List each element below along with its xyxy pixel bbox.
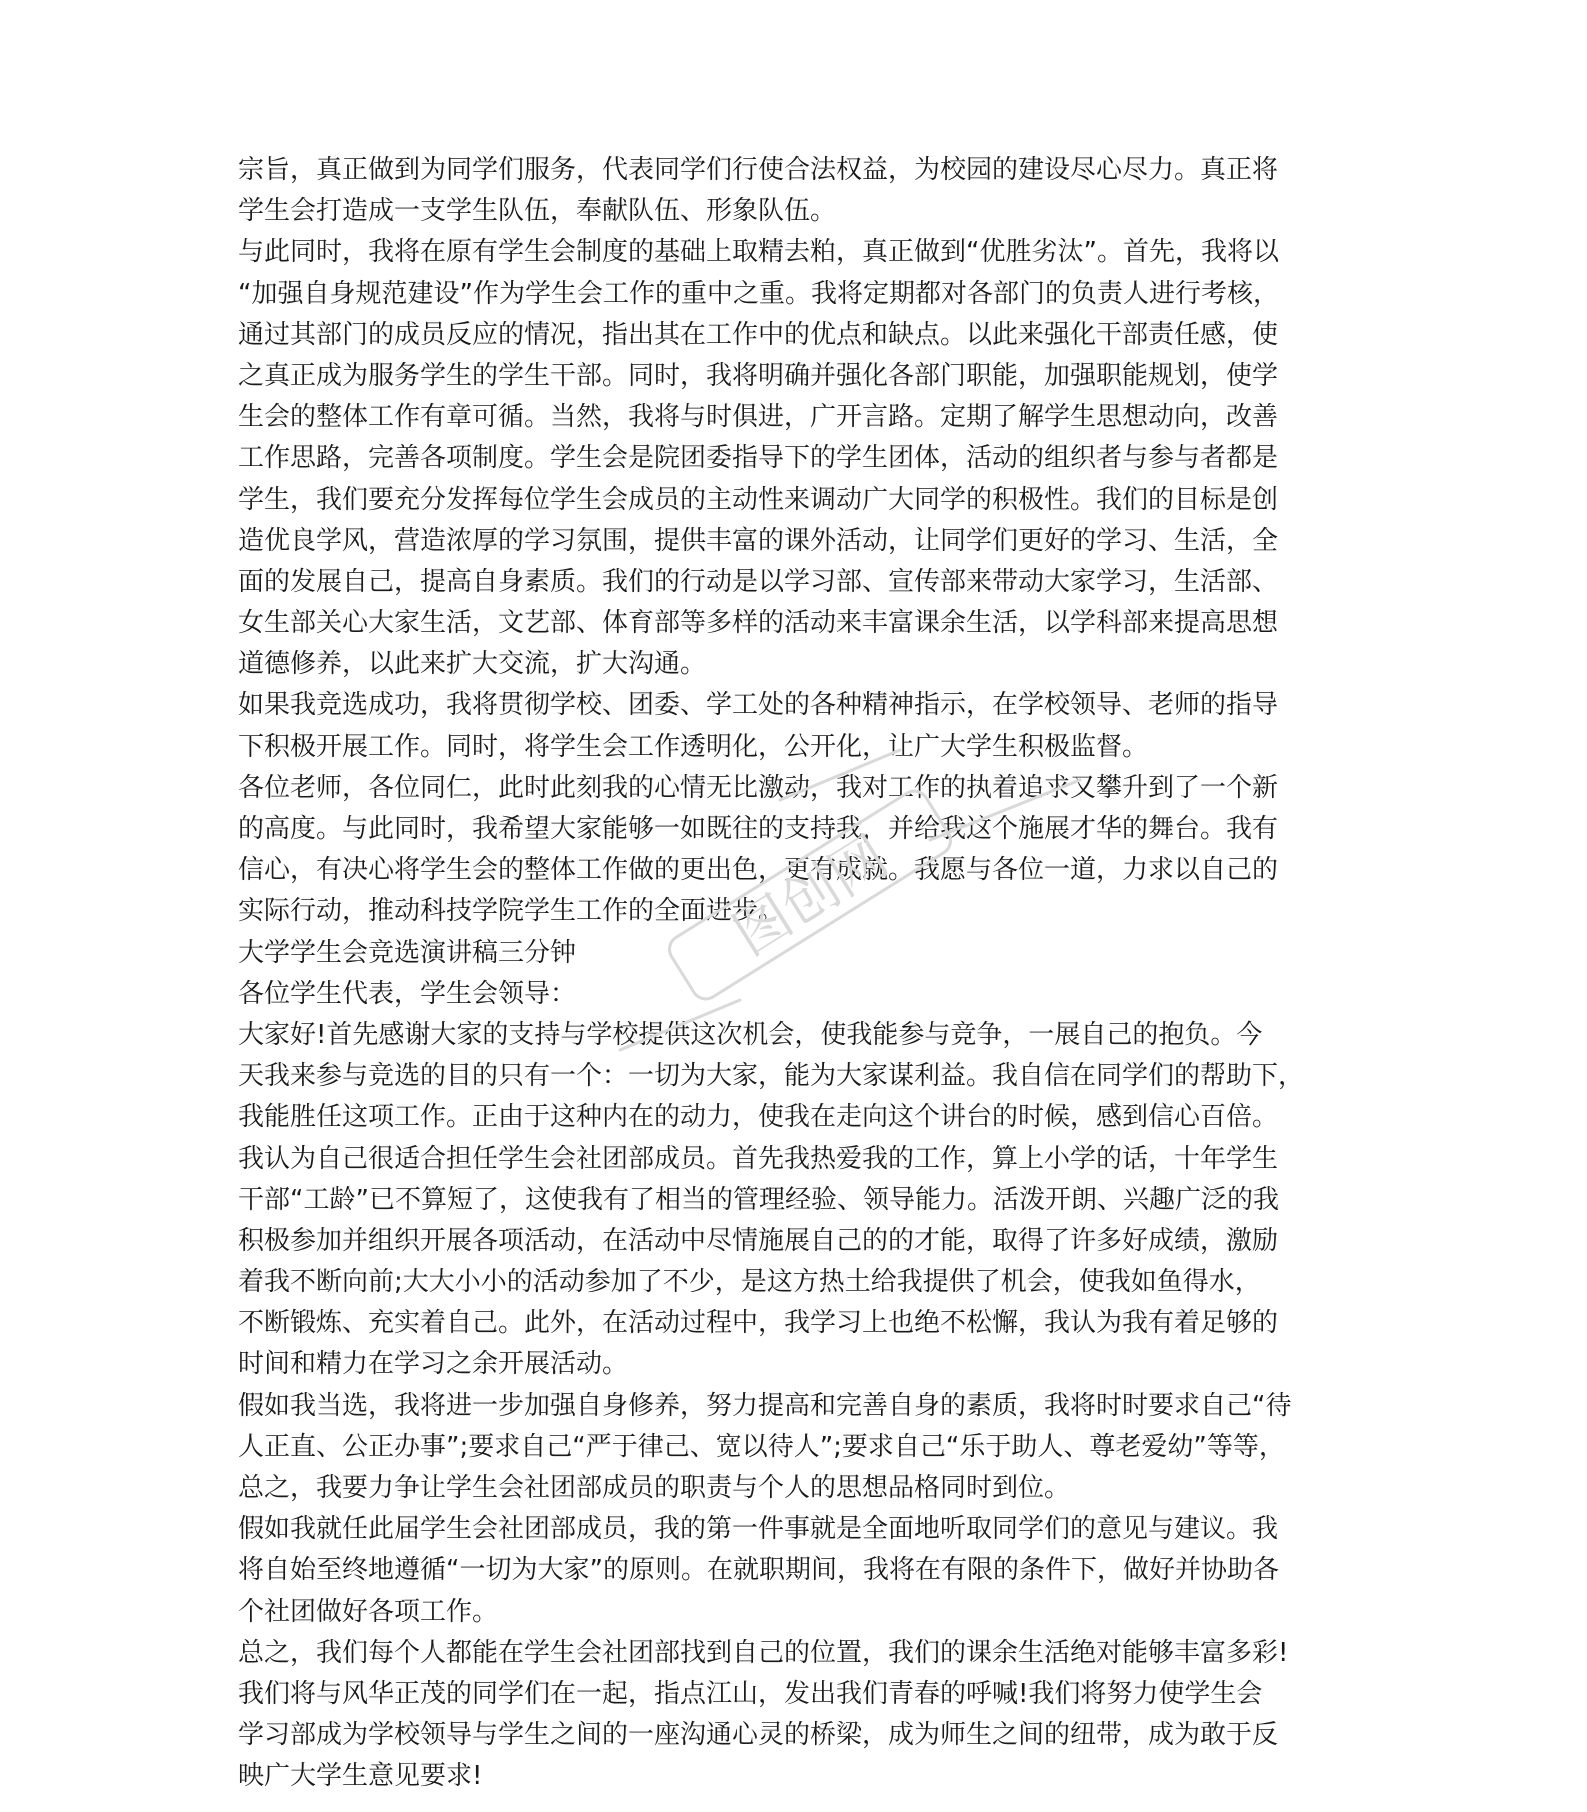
- text-line: 个社团做好各项工作。: [238, 1596, 499, 1627]
- text-line: 下积极开展工作。同时，将学生会工作透明化，公开化，让广大学生积极监督。: [238, 731, 1149, 762]
- text-line: 道德修养，以此来扩大交流，扩大沟通。: [238, 649, 707, 680]
- text-line: 不断锻炼、充实着自己。此外，在活动过程中，我学习上也绝不松懈，我认为我有着足够的: [238, 1308, 1279, 1339]
- text-line: 假如我就任此届学生会社团部成员，我的第一件事就是全面地听取同学们的意见与建议。我: [238, 1514, 1279, 1545]
- text-line: 我们将与风华正茂的同学们在一起，指点江山，发出我们青春的呼喊!我们将努力使学生会: [238, 1678, 1263, 1709]
- text-line: 生会的整体工作有章可循。当然，我将与时俱进，广开言路。定期了解学生思想动向，改善: [238, 402, 1279, 433]
- text-line: 信心，有决心将学生会的整体工作做的更出色，更有成就。我愿与各位一道，力求以自己的: [238, 855, 1279, 886]
- text-line: 造优良学风，营造浓厚的学习氛围，提供丰富的课外活动，让同学们更好的学习、生活，全: [238, 525, 1279, 556]
- watermark-text: 图创网: [722, 824, 900, 969]
- text-line: 工作思路，完善各项制度。学生会是院团委指导下的学生团体，活动的组织者与参与者都是: [238, 443, 1279, 474]
- text-line: 将自始至终地遵循“一切为大家”的原则。在就职期间，我将在有限的条件下，做好并协助各: [238, 1555, 1279, 1586]
- text-line: 各位老师，各位同仁，此时此刻我的心情无比激动，我对工作的执着追求又攀升到了一个新: [238, 772, 1279, 803]
- text-line: 时间和精力在学习之余开展活动。: [238, 1349, 629, 1380]
- text-line: 面的发展自己，提高自身素质。我们的行动是以学习部、宣传部来带动大家学习，生活部、: [238, 566, 1279, 597]
- text-line: 我认为自己很适合担任学生会社团部成员。首先我热爱我的工作，算上小学的话，十年学生: [238, 1143, 1279, 1174]
- text-line: 总之，我要力争让学生会社团部成员的职责与个人的思想品格同时到位。: [238, 1473, 1071, 1503]
- text-line: 我能胜任这项工作。正由于这种内在的动力，使我在走向这个讲台的时候，感到信心百倍。: [238, 1102, 1279, 1133]
- text-line: 学习部成为学校领导与学生之间的一座沟通心灵的桥梁，成为师生之间的纽带，成为敢于反: [238, 1720, 1279, 1751]
- salutation: 各位学生代表，学生会领导：: [238, 978, 577, 1009]
- text-line: 学生会打造成一支学生队伍，奉献队伍、形象队伍。: [238, 196, 837, 227]
- text-line: 实际行动，推动科技学院学生工作的全面进步。: [238, 896, 785, 927]
- text-line: 映广大学生意见要求!: [238, 1761, 483, 1792]
- section-title: 大学学生会竞选演讲稿三分钟: [238, 937, 577, 968]
- text-line: 与此同时，我将在原有学生会制度的基础上取精去粕，真正做到“优胜劣汰”。首先，我将以: [238, 237, 1279, 268]
- document-body: [238, 150, 1346, 1798]
- text-line: 天我来参与竞选的目的只有一个：一切为大家，能为大家谋利益。我自信在同学们的帮助下，: [238, 1061, 1305, 1092]
- text-line: 干部“工龄”已不算短了，这使我有了相当的管理经验、领导能力。活泼开朗、兴趣广泛的我: [238, 1184, 1279, 1215]
- text-line: 通过其部门的成员反应的情况，指出其在工作中的优点和缺点。以此来强化干部责任感，使: [238, 319, 1279, 350]
- text-line: 积极参加并组织开展各项活动，在活动中尽情施展自己的的才能，取得了许多好成绩，激励: [238, 1225, 1279, 1256]
- text-line: 着我不断向前;大大小小的活动参加了不少，是这方热土给我提供了机会，使我如鱼得水，: [238, 1267, 1261, 1298]
- text-line: 人正直、公正办事”;要求自己“严于律己、宽以待人”;要求自己“乐于助人、尊老爱幼”等等，: [238, 1431, 1285, 1462]
- text-line: “加强自身规范建设”作为学生会工作的重中之重。我将定期都对各部门的负责人进行考核，: [238, 278, 1279, 309]
- text-line: 假如我当选，我将进一步加强自身修养，努力提高和完善自身的素质，我将时时要求自己“待: [238, 1390, 1292, 1421]
- text-line: 大家好!首先感谢大家的支持与学校提供这次机会，使我能参与竞争，一展自己的抱负。今: [238, 1019, 1263, 1050]
- text-line: 女生部关心大家生活，文艺部、体育部等多样的活动来丰富课余生活，以学科部来提高思想: [238, 608, 1279, 639]
- text-line: 宗旨，真正做到为同学们服务，代表同学们行使合法权益，为校园的建设尽心尽力。真正将: [238, 155, 1279, 185]
- text-line: 的高度。与此同时，我希望大家能够一如既往的支持我，并给我这个施展才华的舞台。我有: [238, 814, 1279, 844]
- text-line: 学生，我们要充分发挥每位学生会成员的主动性来调动广大同学的积极性。我们的目标是创: [238, 484, 1279, 515]
- text-line: 如果我竞选成功，我将贯彻学校、团委、学工处的各种精神指示，在学校领导、老师的指导: [238, 690, 1279, 721]
- text-line: 总之，我们每个人都能在学生会社团部找到自己的位置，我们的课余生活绝对能够丰富多彩!: [238, 1637, 1289, 1668]
- text-line: 之真正成为服务学生的学生干部。同时，我将明确并强化各部门职能，加强职能规划，使学: [238, 360, 1279, 391]
